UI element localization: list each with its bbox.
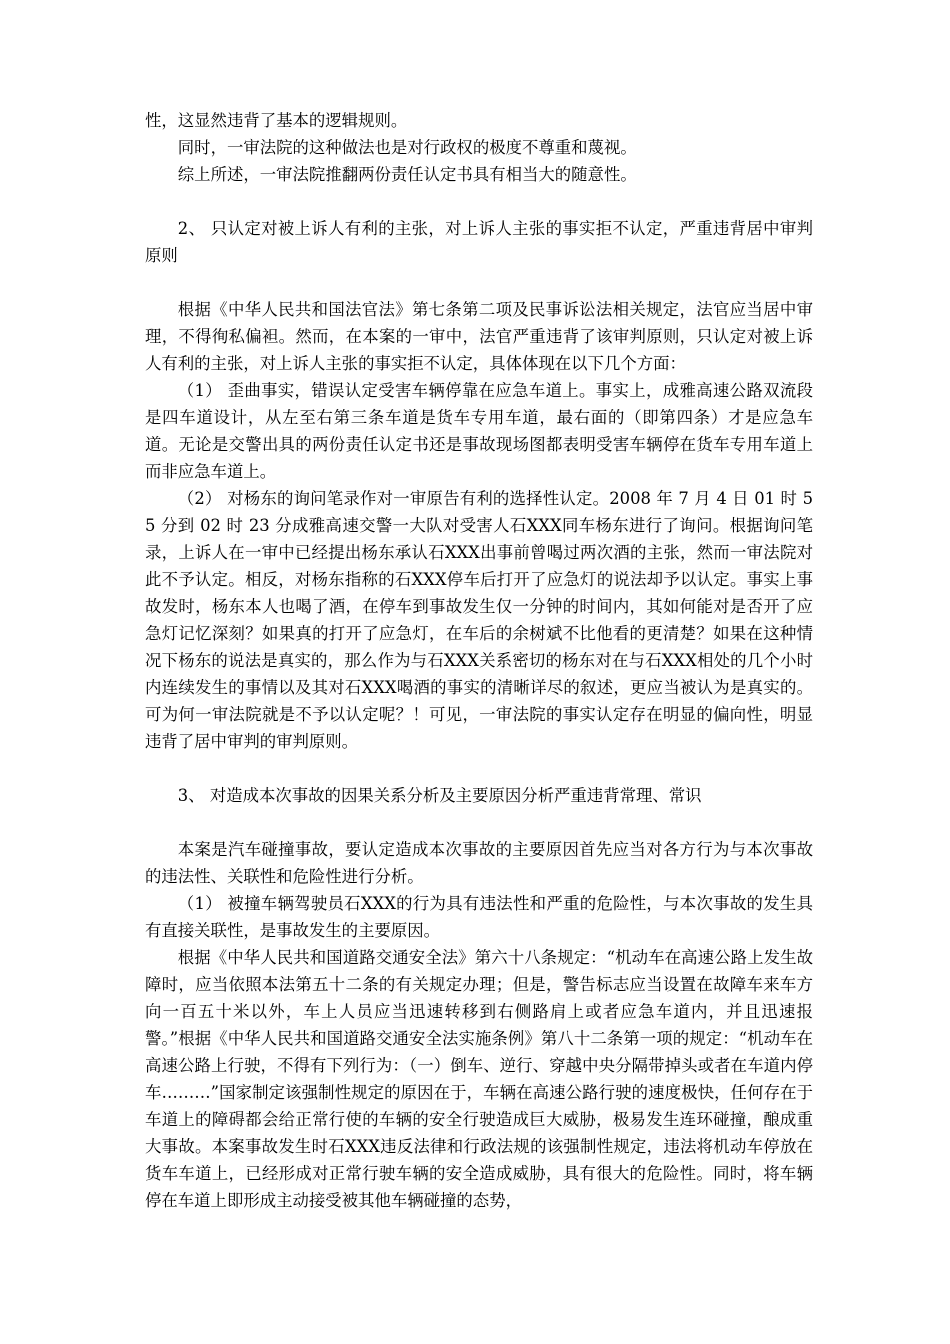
blank-line xyxy=(145,269,813,296)
paragraph-judges-law: 根据《中华人民共和国法官法》第七条第二项及民事诉讼法相关规定，法官应当居中审理，不得徇私偏袒。然而，在本案的一审中，法官严重违背了该审判原则，只认定对被上诉人有利的主张，对上诉人主张的事实拒不认定，具体体现在以下几个方面： xyxy=(145,300,813,373)
paragraph-2: 同时，一审法院的这种做法也是对行政权的极度不尊重和蔑视。 xyxy=(177,138,637,157)
paragraph-point-1: （1） 歪曲事实，错误认定受害车辆停靠在应急车道上。事实上，成雅高速公路双流段是四车道设计，从左至右第三条车道是货车专用车道，最右面的（即第四条）才是应急车道。无论是交警出具的两份责任认定书还是事故现场图都表明受害车辆停在货车专用车道上而非应急车道上。 xyxy=(145,381,813,481)
paragraph-3: 综上所述，一审法院推翻两份责任认定书具有相当大的随意性。 xyxy=(177,165,637,184)
paragraph-traffic-law: 根据《中华人民共和国道路交通安全法》第六十八条规定：“机动车在高速公路上发生故障时，应当依照本法第五十二条的有关规定办理；但是，警告标志应当设置在故障车来车方向一百五十米以外，车上人员应当迅速转移到右侧路肩上或者应急车道内，并且迅速报警。”根据《中华人民共和国道路交通安全法实施条例》第八十二条第一项的规定：“机动车在高速公路上行驶，不得有下列行为：（一）倒车、逆行、穿越中央分隔带掉头或者在车道内停车………”国家制定该强制性规定的原因在于，车辆在高速公路行驶的速度极快，任何存在于车道上的障碍都会给正常行使的车辆的安全行驶造成巨大威胁，极易发生连环碰撞，酿成重大事故。本案事故发生时石XXX违反法律和行政法规的该强制性规定，违法将机动车停放在货车车道上，已经形成对正常行驶车辆的安全造成威胁，具有很大的危险性。同时，将车辆停在车道上即形成主动接受被其他车辆碰撞的态势， xyxy=(145,948,813,1210)
paragraph-point-3-1: （1） 被撞车辆驾驶员石XXX的行为具有违法性和严重的危险性，与本次事故的发生具有直接关联性，是事故发生的主要原因。 xyxy=(145,894,813,940)
section-heading-2: 2、 只认定对被上诉人有利的主张，对上诉人主张的事实拒不认定，严重违背居中审判原则 xyxy=(145,219,813,265)
document-page xyxy=(145,107,813,1214)
paragraph-point-2: （2） 对杨东的询问笔录作对一审原告有利的选择性认定。2008 年 7 月 4 日 01 时 55 分到 02 时 23 分成雅高速交警一大队对受害人石XXX同车杨东进行了询问。根据询问笔录，上诉人在一审中已经提出杨东承认石XXX出事前曾喝过两次酒的主张，然而一审法院对此不予认定。相反，对杨东指称的石XXX停车后打开了应急灯的说法却予以认定。事实上事故发时，杨东本人也喝了酒，在停车到事故发生仅一分钟的时间内，其如何能对是否开了应急灯记忆深刻？如果真的打开了应急灯，在车后的余树斌不比他看的更清楚？如果在这种情况下杨东的说法是真实的，那么作为与石XXX关系密切的杨东对在与石XXX相处的几个小时内连续发生的事情以及其对石XXX喝酒的事实的清晰详尽的叙述，更应当被认为是真实的。可为何一审法院就是不予以认定呢？！可见，一审法院的事实认定存在明显的偏向性，明显违背了居中审判的审判原则。 xyxy=(145,489,813,751)
section-heading-3: 3、 对造成本次事故的因果关系分析及主要原因分析严重违背常理、常识 xyxy=(177,786,702,805)
paragraph-accident-analysis: 本案是汽车碰撞事故，要认定造成本次事故的主要原因首先应当对各方行为与本次事故的违法性、关联性和危险性进行分析。 xyxy=(145,840,813,886)
blank-line xyxy=(145,755,813,782)
blank-line xyxy=(145,809,813,836)
paragraph-1: 性，这显然违背了基本的逻辑规则。 xyxy=(145,111,408,130)
blank-line xyxy=(145,188,813,215)
